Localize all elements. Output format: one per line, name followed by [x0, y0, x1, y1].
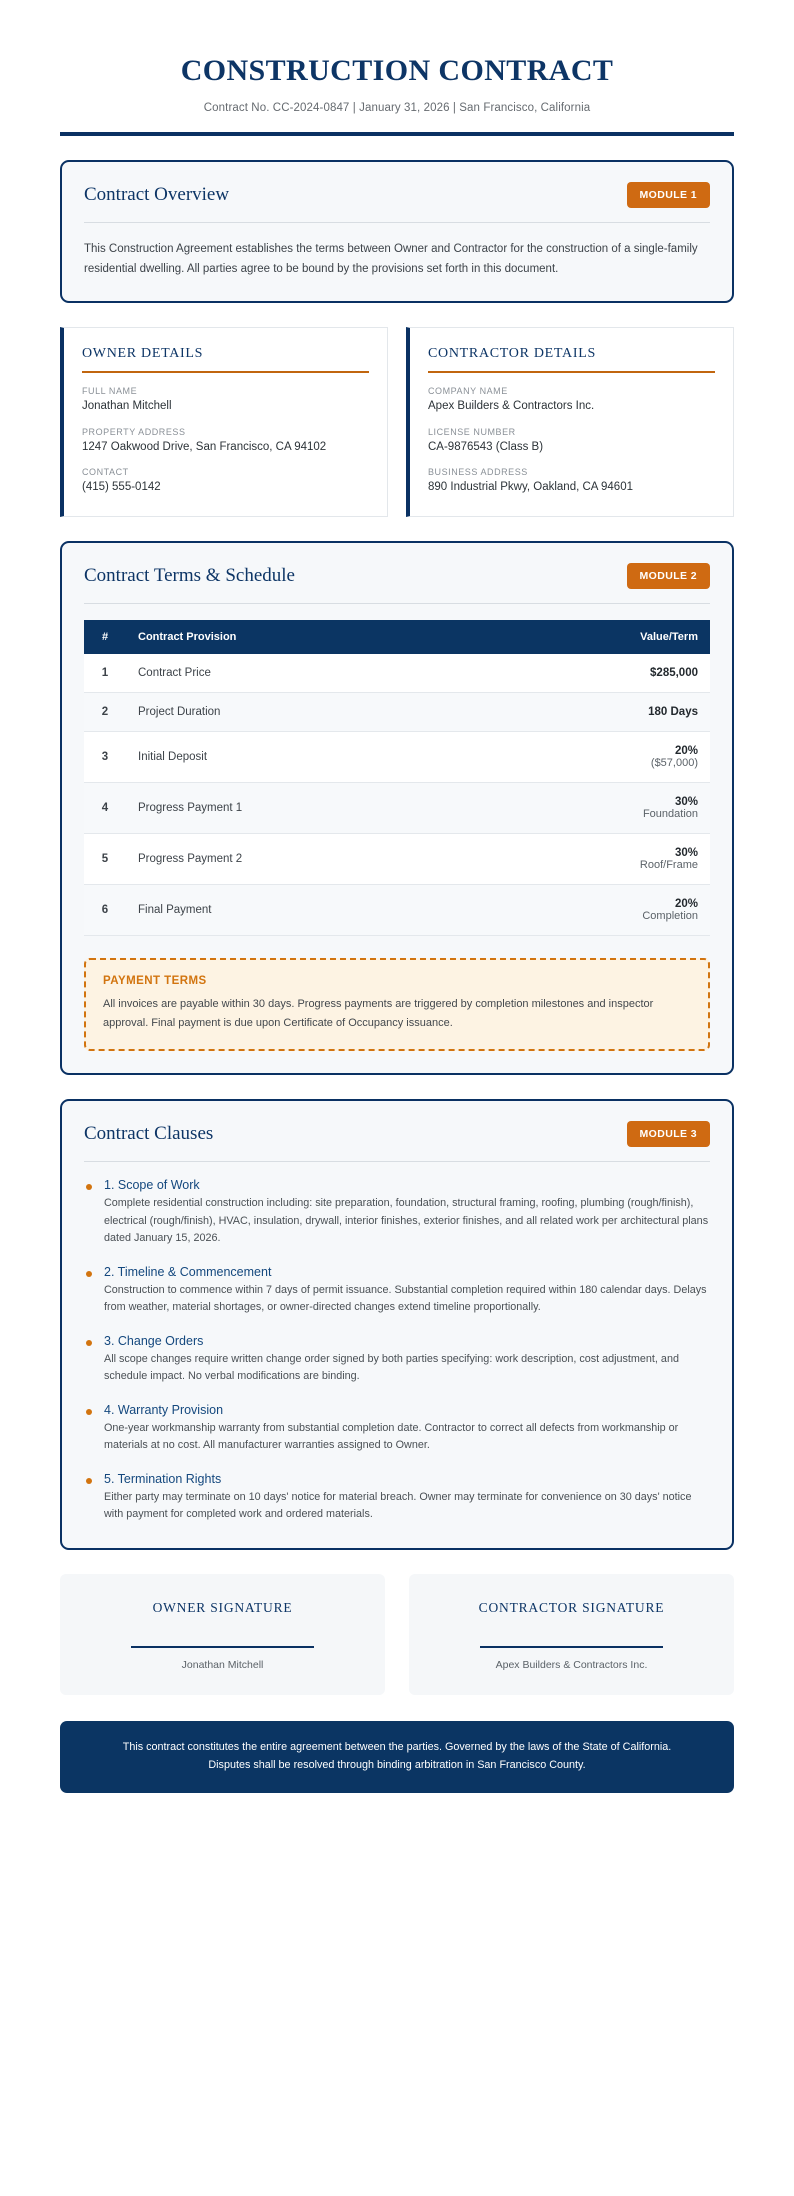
list-item [84, 1178, 710, 1247]
contractor-signature-title: CONTRACTOR SIGNATURE [478, 1599, 665, 1615]
row-value-sub: Foundation [642, 808, 698, 820]
clause-list [84, 1178, 710, 1523]
owner-signature-line[interactable] [131, 1646, 313, 1648]
row-value-main: 20% [674, 745, 698, 757]
clause-text: All scope changes require written change order signed by both parties specifying: work description, cost adjustment, and schedule impact. No verbal modifications are binding. [104, 1352, 679, 1383]
overview-title: Contract Overview [84, 184, 230, 205]
table-row [84, 732, 710, 783]
clause-text: One-year workmanship warranty from substantial completion date. Contractor to correct all defects from workmanship or materials at no cost. All manufacturer warranties assigned to Owner. [104, 1421, 679, 1452]
owner-title-underline [82, 371, 369, 373]
clauses-header [84, 1121, 710, 1161]
contract-terms-card [60, 541, 734, 1075]
terms-header [84, 563, 710, 603]
row-value [482, 693, 710, 732]
payment-terms-callout [84, 958, 710, 1051]
column-header-provision: Contract Provision [126, 620, 482, 654]
clause-title: 1. Scope of Work [104, 1178, 200, 1193]
owner-details-panel [60, 327, 388, 517]
field-value: CA-9876543 (Class B) [428, 440, 544, 453]
owner-field-contact [82, 467, 369, 496]
contractor-signature-block[interactable] [409, 1574, 734, 1695]
column-header-value: Value/Term [482, 620, 710, 654]
list-item [84, 1472, 710, 1524]
row-value [482, 783, 710, 834]
contractor-signature-line[interactable] [480, 1646, 662, 1648]
column-header-number: # [84, 620, 126, 654]
owner-signature-name: Jonathan Mitchell [181, 1658, 264, 1671]
list-item [84, 1403, 710, 1455]
row-number: 1 [84, 654, 126, 693]
clauses-rule [84, 1161, 710, 1162]
overview-text: This Construction Agreement establishes the terms between Owner and Contractor for the construction of a single-family residential dwelling. All parties agree to be bound by the provisions set forth in this document. [84, 243, 698, 276]
bullet-icon [86, 1184, 92, 1190]
contractor-details-panel [406, 327, 734, 517]
owner-field-full-name [82, 386, 369, 415]
table-row [84, 834, 710, 885]
owner-signature-block[interactable] [60, 1574, 385, 1695]
contract-clauses-card [60, 1099, 734, 1549]
table-row [84, 783, 710, 834]
row-value-sub: Roof/Frame [639, 859, 698, 871]
clauses-title: Contract Clauses [84, 1123, 214, 1145]
row-value [482, 732, 710, 783]
row-value [482, 834, 710, 885]
field-label: PROPERTY ADDRESS [82, 426, 186, 437]
row-value-main: 180 Days [648, 706, 698, 718]
field-value: 1247 Oakwood Drive, San Francisco, CA 94102 [82, 440, 327, 453]
overview-rule [84, 222, 710, 223]
bullet-icon [86, 1478, 92, 1484]
owner-field-property-address [82, 427, 369, 456]
terms-title: Contract Terms & Schedule [84, 565, 295, 586]
contractor-signature-name: Apex Builders & Contractors Inc. [495, 1658, 648, 1671]
bullet-icon [86, 1340, 92, 1346]
contractor-field-license-number [428, 427, 715, 456]
page-title: CONSTRUCTION CONTRACT [180, 54, 614, 87]
terms-table-body [84, 654, 710, 936]
row-number: 6 [84, 885, 126, 936]
footer-line-1: This contract constitutes the entire agreement between the parties. Governed by the laws of the State of California. [122, 1740, 672, 1753]
contractor-title-underline [428, 371, 715, 373]
field-value: Apex Builders & Contractors Inc. [428, 400, 595, 413]
field-value: Jonathan Mitchell [82, 400, 172, 413]
row-number: 2 [84, 693, 126, 732]
document-footer [60, 1721, 734, 1793]
row-provision: Project Duration [126, 693, 482, 732]
row-value-main: 30% [674, 847, 698, 859]
row-value-sub: ($57,000) [650, 757, 698, 769]
table-row [84, 654, 710, 693]
row-value [482, 885, 710, 936]
row-value-main: 30% [674, 796, 698, 808]
owner-signature-title: OWNER SIGNATURE [152, 1599, 293, 1615]
module-badge-1: MODULE 1 [627, 182, 710, 208]
row-number: 5 [84, 834, 126, 885]
clause-text: Either party may terminate on 10 days' notice for material breach. Owner may terminate for convenience on 30 days' notice with payment for completed work and ordered materials. [104, 1490, 692, 1521]
clause-text: Complete residential construction including: site preparation, foundation, structural framing, roofing, plumbing (rough/finish), electrical (rough/finish), HVAC, insulation, drywall, interior finishes, exterior finishes, and all related work per architectural plans dated January 15, 2026. [104, 1197, 709, 1245]
row-value-sub: Completion [642, 910, 698, 922]
field-value: 890 Industrial Pkwy, Oakland, CA 94601 [428, 480, 633, 493]
row-provision: Initial Deposit [126, 732, 482, 783]
row-provision: Contract Price [126, 654, 482, 693]
field-label: CONTACT [82, 466, 129, 477]
list-item [84, 1334, 710, 1386]
field-label: BUSINESS ADDRESS [428, 466, 528, 477]
contract-overview-card [60, 160, 734, 303]
document-header [60, 36, 734, 114]
row-provision: Progress Payment 2 [126, 834, 482, 885]
signature-row [60, 1574, 734, 1695]
clause-text: Construction to commence within 7 days of permit issuance. Substantial completion required within 180 calendar days. Delays from weather, material shortages, or owner-directed changes extend timeline proportionally. [104, 1283, 707, 1314]
clause-title: 5. Termination Rights [104, 1471, 222, 1486]
clause-title: 2. Timeline & Commencement [104, 1264, 272, 1279]
footer-line-2: Disputes shall be resolved through binding arbitration in San Francisco County. [208, 1758, 586, 1771]
contractor-field-company-name [428, 386, 715, 415]
owner-details-title: OWNER DETAILS [82, 346, 204, 362]
row-value [482, 654, 710, 693]
terms-header-row [84, 620, 710, 654]
row-number: 3 [84, 732, 126, 783]
module-badge-3: MODULE 3 [627, 1121, 710, 1147]
row-value-main: $285,000 [650, 667, 698, 679]
field-label: FULL NAME [82, 386, 138, 397]
bullet-icon [86, 1409, 92, 1415]
overview-header [84, 182, 710, 222]
document-meta-line: Contract No. CC-2024-0847 | January 31, 2026 | San Francisco, California [203, 102, 591, 114]
party-details-row [60, 327, 734, 517]
row-provision: Final Payment [126, 885, 482, 936]
bullet-icon [86, 1271, 92, 1277]
field-value: (415) 555-0142 [82, 480, 161, 493]
contractor-details-title: CONTRACTOR DETAILS [428, 346, 596, 362]
row-provision: Progress Payment 1 [126, 783, 482, 834]
table-row [84, 885, 710, 936]
list-item [84, 1265, 710, 1317]
table-row [84, 693, 710, 732]
contractor-field-business-address [428, 467, 715, 496]
payment-terms-text: All invoices are payable within 30 days. Progress payments are triggered by completion milestones and inspector approval. Final payment is due upon Certificate of Occupancy issuance. [103, 998, 654, 1029]
field-label: COMPANY NAME [428, 386, 508, 397]
terms-rule [84, 603, 710, 604]
clause-title: 4. Warranty Provision [104, 1402, 224, 1417]
clause-title: 3. Change Orders [104, 1333, 204, 1348]
contract-terms-table [84, 620, 710, 936]
terms-table-head [84, 620, 710, 654]
module-badge-2: MODULE 2 [627, 563, 710, 589]
payment-terms-title: PAYMENT TERMS [103, 975, 207, 987]
row-number: 4 [84, 783, 126, 834]
field-label: LICENSE NUMBER [428, 426, 516, 437]
header-divider [60, 132, 734, 136]
row-value-main: 20% [674, 898, 698, 910]
